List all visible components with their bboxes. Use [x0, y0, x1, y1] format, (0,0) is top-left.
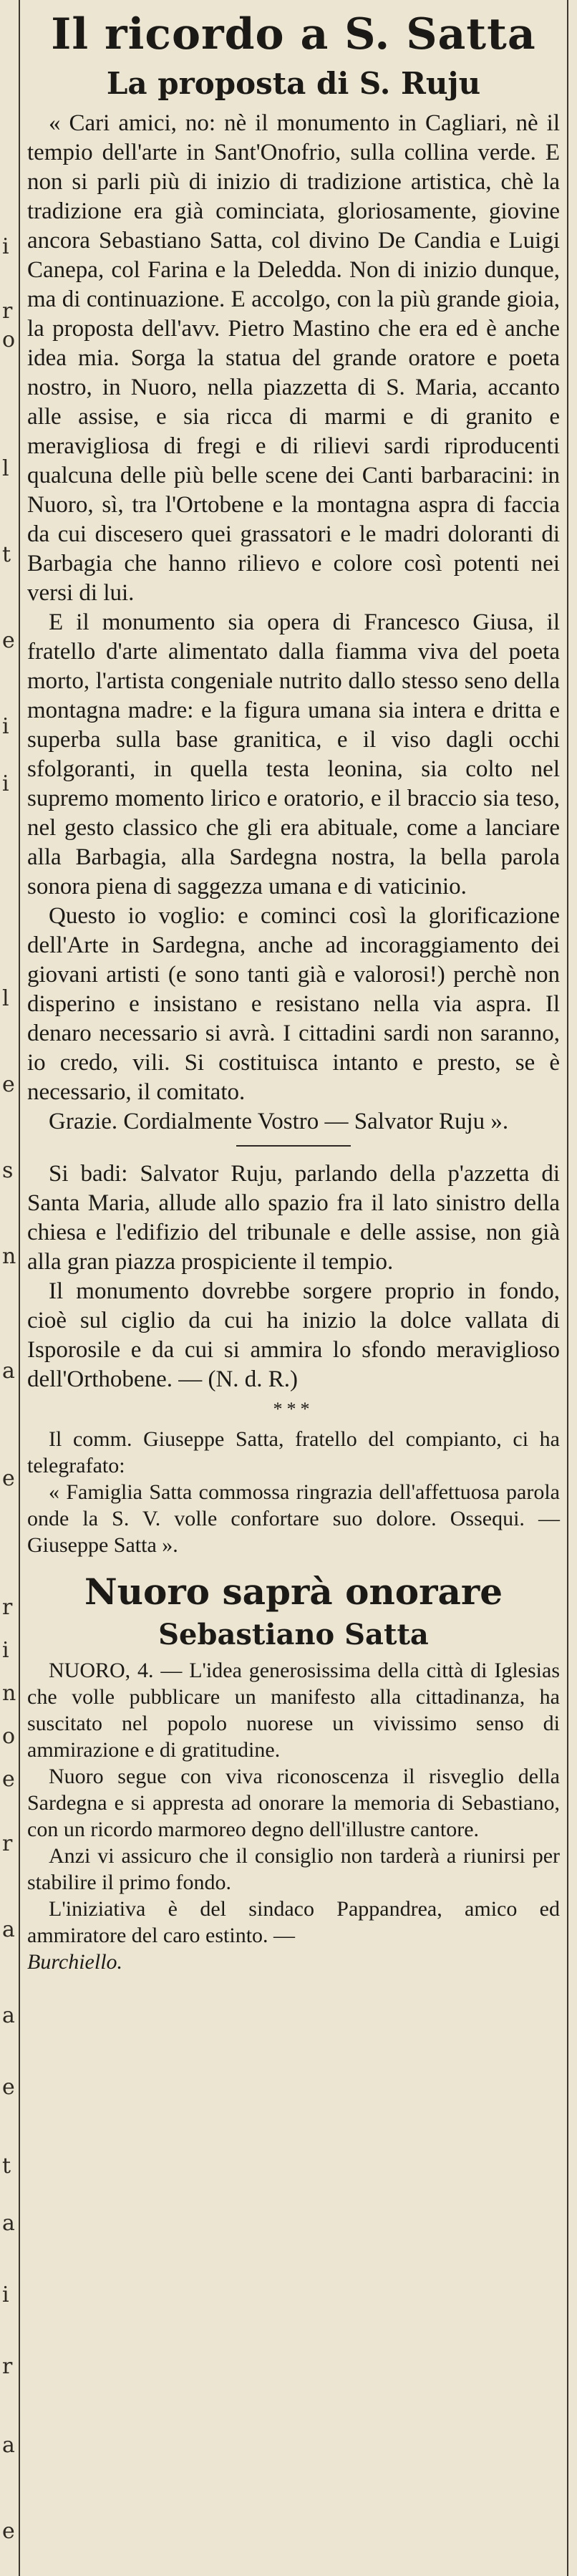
margin-letter: e — [2, 2075, 15, 2100]
margin-letter: r — [2, 1831, 13, 1856]
margin-letter: i — [2, 234, 9, 259]
margin-letter: l — [2, 986, 9, 1011]
margin-letter: e — [2, 1072, 15, 1097]
margin-letter: i — [2, 2282, 9, 2307]
margin-letter: s — [2, 1158, 14, 1183]
letter-paragraph: E il monumento sia opera di Francesco Giusa, il fratello d'arte alimentato dalla fiamma viva del poeta morto, l'artista congeniale nutrito dallo stesso seno della montagna madre: e la figura umana sia intera e dritta e superba sulla base granitica, e il viso dagli occhi sfolgoranti, in quella testa leonina, sia colto nel supremo momento lirico e oratorio, e il braccio sia teso, nel gesto classico che gli era abituale, come a lanciare alla Barbagia, alla Sardegna nostra, la bella parola sonora piena di saggezza umana e di vaticinio. — [27, 609, 560, 899]
editor-note: Il monumento dovrebbe sorgere proprio in fondo, cioè sul ciglio da cui ha inizio la dolce vallata di Isporosile e da cui si ammira lo sfondo meraviglioso dell'Orthobene. — (N. d. R.) — [27, 1278, 560, 1392]
margin-letter: t — [2, 2153, 11, 2179]
article-headline: Nuoro saprà onorare — [84, 1571, 503, 1613]
letter-signoff: Grazie. Cordialmente Vostro — Salvator Ruju ». — [49, 1109, 509, 1134]
margin-letter: o — [2, 1724, 16, 1749]
margin-letter: t — [2, 542, 11, 567]
margin-letter: l — [2, 456, 9, 481]
margin-letter: r — [2, 2354, 13, 2379]
margin-letter: e — [2, 628, 15, 653]
article-ricordo-satta — [27, 6, 560, 1558]
margin-letter: a — [2, 1917, 15, 1942]
telegram-intro: Il comm. Giuseppe Satta, fratello del compianto, ci ha telegrafato: — [27, 1427, 560, 1477]
margin-letter: o — [2, 327, 16, 352]
margin-letter: i — [2, 771, 9, 796]
left-margin-fragments — [0, 0, 17, 2576]
article-paragraph: Anzi vi assicuro che il consiglio non tarderà a riunirsi per stabilire il primo fondo. — [27, 1844, 560, 1894]
section-separator — [236, 1145, 351, 1147]
margin-letter: e — [2, 1767, 15, 1792]
article-paragraph: L'iniziativa è del sindaco Pappandrea, amico ed ammiratore del caro estinto. — — [27, 1897, 560, 1947]
margin-letter: n — [2, 1681, 16, 1706]
margin-letter: i — [2, 714, 9, 739]
margin-letter: n — [2, 1244, 16, 1269]
margin-letter: r — [2, 1595, 13, 1620]
asterism: *** — [273, 1399, 314, 1419]
article-paragraph: Nuoro segue con viva riconoscenza il risveglio della Sardegna e si appresta ad onorare la memoria di Sebastiano, con un ricordo marmoreo degno dell'illustre cantore. — [27, 1765, 560, 1841]
margin-letter: a — [2, 2433, 15, 2458]
article-subheadline: Sebastiano Satta — [158, 1618, 429, 1651]
margin-letter: e — [2, 1466, 15, 1491]
editor-note: Si badi: Salvator Ruju, parlando della p'azzetta di Santa Maria, allude allo spazio fra il lato sinistro della chiesa e l'edifizio del tribunale e delle assise, non già alla gran piazza prospiciente il tempio. — [27, 1161, 560, 1275]
margin-letter: a — [2, 2211, 15, 2236]
letter-paragraph: Questo io voglio: e cominci così la glorificazione dell'Arte in Sardegna, anche ad incoraggiamento dei giovani artisti (e sono tanti già e valorosi!) perchè non disperino e insistano e resistano nella via aspra. Il denaro necessario si avrà. I cittadini sardi non saranno, io credo, vili. Si costituisca intanto e presto, se è necessario, il comitato. — [27, 903, 560, 1105]
column-rule-left — [19, 0, 20, 2576]
article-signature: Burchiello. — [27, 1950, 123, 1974]
margin-letter: e — [2, 2519, 15, 2544]
newspaper-column — [27, 6, 560, 1975]
letter-paragraph: « Cari amici, no: nè il monumento in Cagliari, nè il tempio dell'arte in Sant'Onofrio, sulla collina verde. E non si parli più di inizio di tradizione artistica, chè la tradizione era già cominciata, gloriosamente, giovine ancora Sebastiano Satta, col divino De Candia e Luigi Canepa, col Farina e la Deledda. Non di inizio dunque, ma di continuazione. E accolgo, con la più grande gioia, la proposta dell'avv. Pietro Mastino che era ed è anche idea mia. Sorga la statua del grande oratore e poeta nostro, in Nuoro, nella piazzetta di S. Maria, accanto alle assise, e sia ricca di marmi e di granito e meravigliosa di fregi e di rilievi sardi riproducenti qualcuna delle più belle scene dei Canti barbaracini: in Nuoro, sì, tra l'Ortobene e la montagna aspra di faccia da cui discesero quei grassatori e le madri doloranti di Barbagia che hanno rilievo e colore così potenti nei versi di lui. — [27, 110, 560, 606]
telegram-text: « Famiglia Satta commossa ringrazia dell'affettuosa parola onde la S. V. volle confortare suo dolore. Ossequi. — Giuseppe Satta ». — [27, 1480, 560, 1557]
article-paragraph: NUORO, 4. — L'idea generosissima della città di Iglesias che volle pubblicare un manifesto alla cittadinanza, ha suscitato nel popolo nuorese un vivissimo senso di ammirazione e di gratitudine. — [27, 1659, 560, 1762]
column-rule-right — [567, 0, 568, 2576]
article-headline: Il ricordo a S. Satta — [51, 9, 536, 59]
article-subheadline: La proposta di S. Ruju — [106, 66, 481, 101]
article-nuoro-onorare — [27, 1568, 560, 1975]
margin-letter: i — [2, 1638, 9, 1663]
margin-letter: r — [2, 299, 13, 324]
margin-letter: a — [2, 2003, 15, 2028]
margin-letter: a — [2, 1359, 15, 1384]
